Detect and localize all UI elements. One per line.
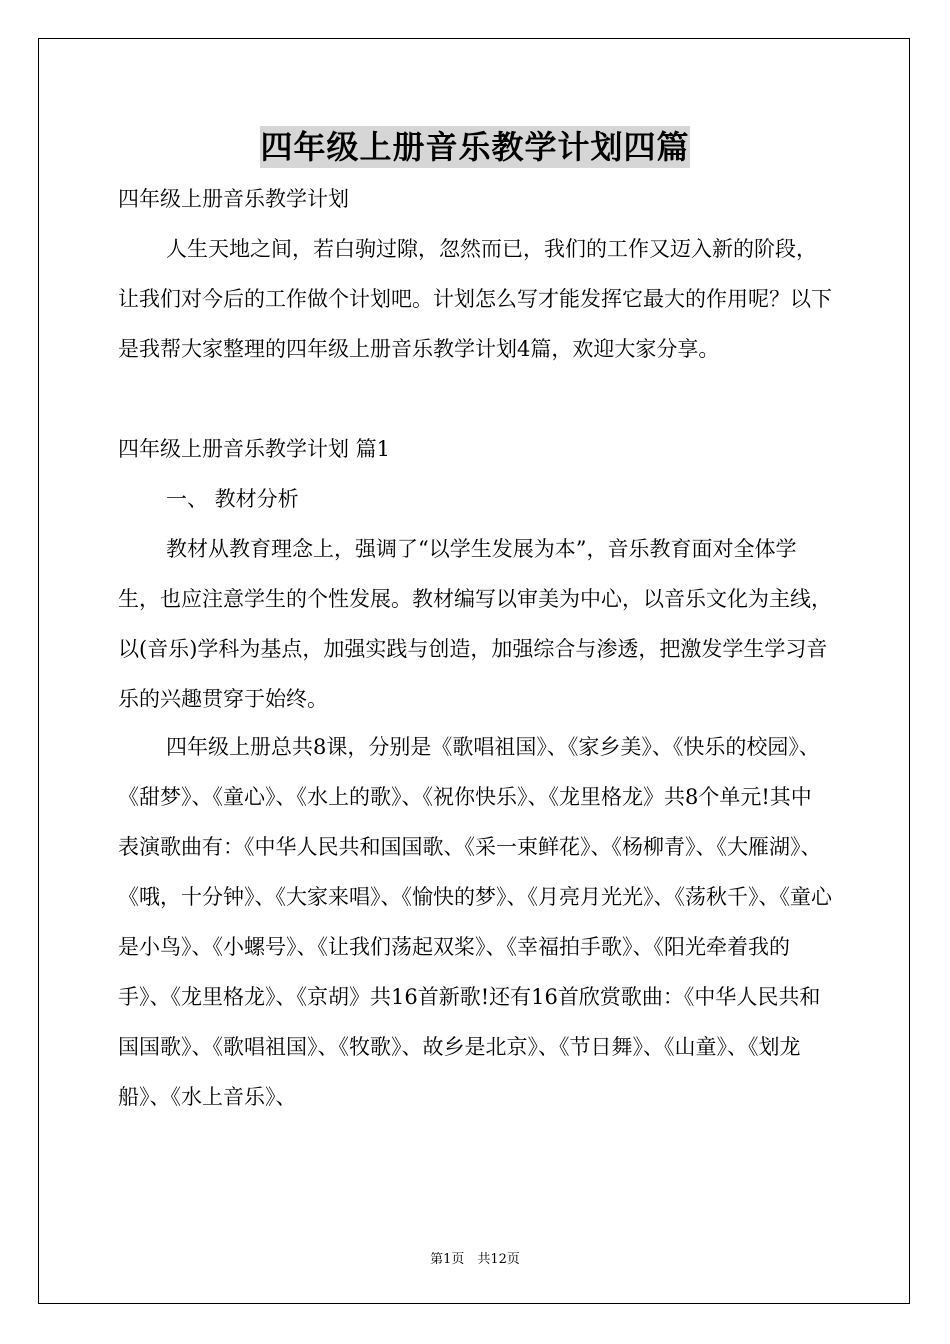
document-title-text: 四年级上册音乐教学计划四篇 (260, 128, 690, 166)
intro-paragraph: 人生天地之间，若白驹过隙，忽然而已，我们的工作又迈入新的阶段，让我们对今后的工作做个计划吧。计划怎么写才能发挥它最大的作用呢？以下是我帮大家整理的四年级上册音乐教学计划4篇，欢迎大家分享。 (118, 237, 832, 361)
document-title (0, 122, 950, 172)
sub-heading: 一、 教材分析 (166, 487, 299, 511)
section-heading: 四年级上册音乐教学计划 篇1 (118, 437, 391, 461)
subtitle: 四年级上册音乐教学计划 (118, 187, 349, 211)
paragraph-2: 四年级上册总共8课，分别是《歌唱祖国》、《家乡美》、《快乐的校园》、《甜梦》、《童心》、《水上的歌》、《祝你快乐》、《龙里格龙》共8个单元!其中表演歌曲有：《中华人民共和国国歌、《采一束鲜花》、《杨柳青》、《大雁湖》、《哦，十分钟》、《大家来唱》、《愉快的梦》、《月亮月光光》、《荡秋千》、《童心是小鸟》、《小螺号》、《让我们荡起双桨》、《幸福拍手歌》、《阳光牵着我的手》、《龙里格龙》、《京胡》共16首新歌!还有16首欣赏歌曲：《中华人民共和国国歌》、《歌唱祖国》、《牧歌》、故乡是北京》、《节日舞》、《山童》、《划龙船》、《水上音乐》、 (118, 735, 832, 1109)
paragraph-1: 教材从教育理念上，强调了“以学生发展为本”，音乐教育面对全体学生，也应注意学生的个性发展。教材编写以审美为中心，以音乐文化为主线，以(音乐)学科为基点，加强实践与创造，加强综合与渗透，把激发学生学习音乐的兴趣贯穿于始终。 (118, 537, 832, 711)
page-footer: 第1页 共12页 (430, 1252, 520, 1267)
